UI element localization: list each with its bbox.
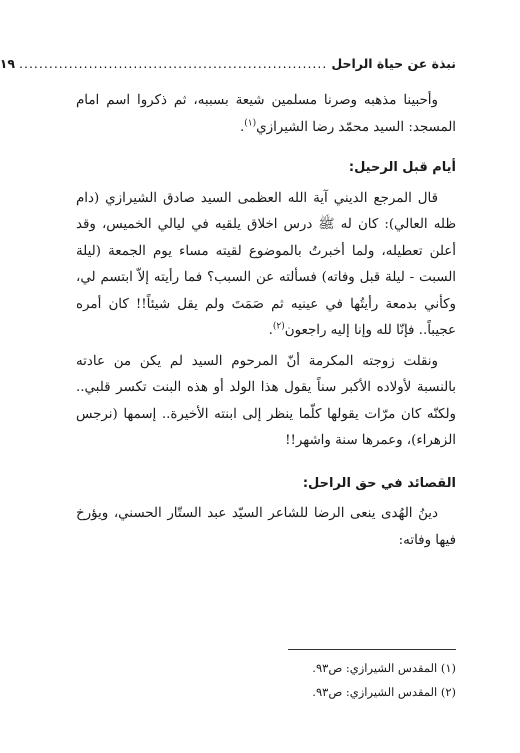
running-head — [0, 54, 456, 72]
page-number: ١٩ — [0, 55, 15, 71]
footnote-marker: (٢) — [272, 321, 285, 332]
footnotes — [76, 656, 456, 704]
paragraph-poem-intro: دينُ الهُدى ينعى الرضا للشاعر السيّد عبد الستّار الحسني، ويؤرخ فيها وفاته: — [76, 506, 456, 548]
paragraph-ethics-lesson: قال المرجع الديني آية الله العظمى السيد صادق الشيرازي (دام ظله العالي): كان له ﷺ درس اخلاق يلقيه في ليالي الخميس، وقد أعلن تعطيله، ولما أخبرتُ بالموضوع لقيته مساء يوم الجمعة (ليلة السبت - ليلة قبل وفاته) فسألته عن السبب؟ فما رأيته إلاّ ابتسم لي، وكأني بدمعة رأيتُها في عينيه ثم صَمَتَ ولم يقل شيئاً!! كان أمره عجيباً.. فإنّا لله وإنا إليه راجعون$^{(٢)}$. — [76, 190, 456, 338]
footnote-divider — [288, 649, 456, 650]
section-heading-poems: القصائد في حق الراحل: — [302, 475, 456, 491]
running-head-title: نبذة عن حياة الراحل — [331, 55, 456, 71]
page-body — [76, 88, 456, 554]
running-head-leader-dots: .............................................................. — [19, 55, 328, 71]
paragraph-text: قال المرجع الديني آية الله العظمى السيد صادق الشيرازي (دام ظله العالي): كان له ﷺ درس اخلاق يلقيه في ليالي الخميس، وقد أعلن تعطيله، ولما أخبرتُ بالموضوع لقيته مساء يوم الجمعة (ليلة السبت - ليلة قبل وفاته) فسألته عن السبب؟ فما رأيته إلاّ ابتسم لي، وكأني بدمعة رأيتُها في عينيه ثم صَمَتَ ولم يقل شيئاً!! كان أمره عجيباً.. فإنّا لله وإنا إليه راجعون — [76, 190, 456, 338]
footnote-2: (٢) المقدس الشيرازي: ص٩٣. — [312, 685, 456, 699]
paragraph-text: وأحبينا مذهبه وصرنا مسلمين شيعة بسببه، ثم ذكروا اسم امام المسجد: السيد محمّد رضا الشيرازي — [76, 93, 456, 135]
footnote-1: (١) المقدس الشيرازي: ص٩٣. — [312, 661, 456, 675]
paragraph-mosque-imam: وأحبينا مذهبه وصرنا مسلمين شيعة بسببه، ثم ذكروا اسم امام المسجد: السيد محمّد رضا الشيرازي$^{(١)}$. — [76, 93, 456, 135]
section-heading-before-departure: أيام قبل الرحيل: — [348, 160, 456, 175]
footnote-marker: (١) — [244, 118, 257, 129]
paragraph-wife-account: ونقلت زوجته المكرمة أنّ المرحوم السيد لم يكن من عادته بالنسبة لأولاده الأكبر سناً يقول هذا الولد أو هذه البنت تكسر قلبي.. ولكنّه كان مرّات يقولها كلّما ينظر إلى ابنته الأخيرة.. إسمها (نرجس الزهراء)، وعمرها سنة واشهر!! — [76, 353, 456, 448]
